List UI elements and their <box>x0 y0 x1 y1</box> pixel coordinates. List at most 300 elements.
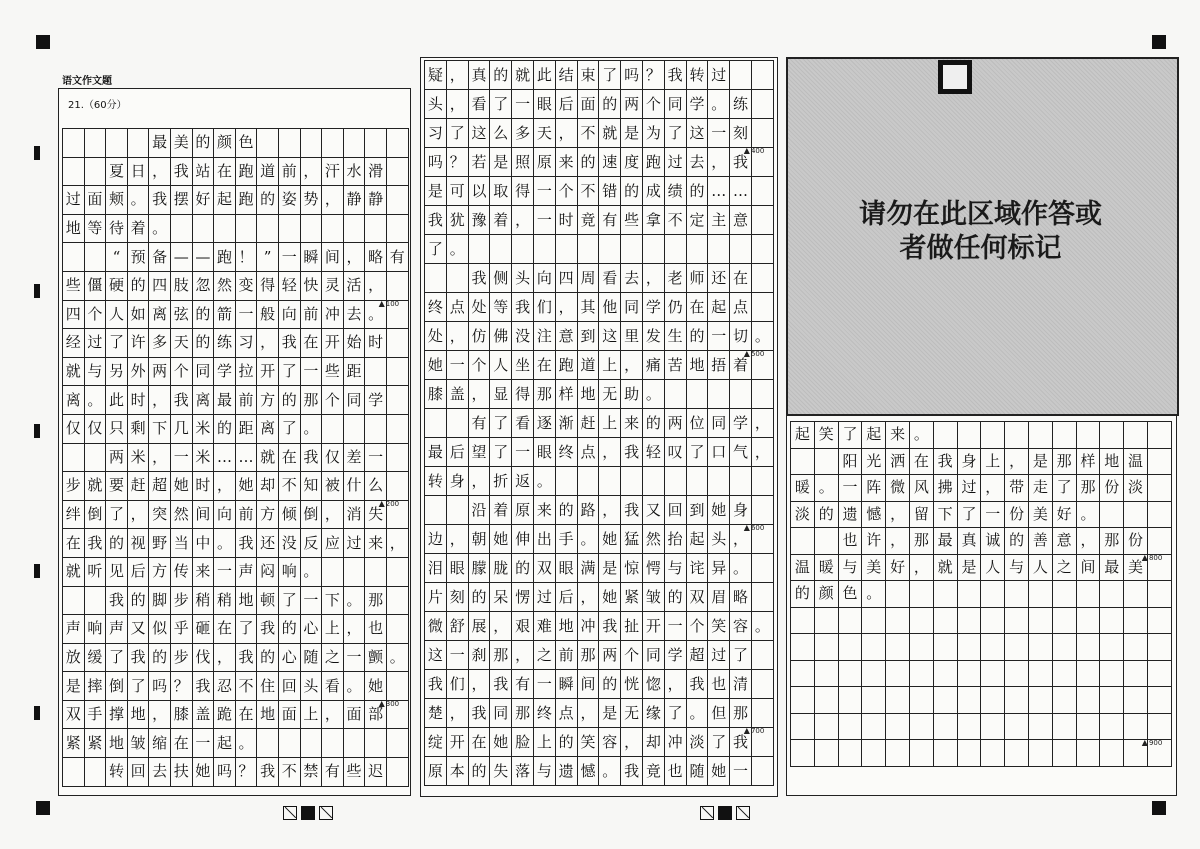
grid-cell[interactable] <box>958 740 982 767</box>
grid-cell[interactable] <box>578 235 600 264</box>
grid-cell[interactable] <box>1053 634 1077 661</box>
grid-cell[interactable]: 如 <box>128 301 150 330</box>
grid-cell[interactable] <box>752 496 774 525</box>
grid-cell[interactable]: ， <box>214 644 236 673</box>
grid-cell[interactable]: 两 <box>665 409 687 438</box>
grid-cell[interactable]: 起 <box>214 186 236 215</box>
grid-cell[interactable]: 学 <box>643 293 665 322</box>
grid-cell[interactable]: 么 <box>365 472 387 501</box>
grid-cell[interactable]: 练 <box>730 90 752 119</box>
grid-cell[interactable]: 冲 <box>322 301 344 330</box>
grid-cell[interactable]: 头 <box>301 672 323 701</box>
grid-cell[interactable]: 天 <box>534 119 556 148</box>
grid-cell[interactable] <box>387 587 409 616</box>
grid-cell[interactable]: 样 <box>556 380 578 409</box>
grid-cell[interactable]: 的 <box>791 581 815 608</box>
grid-cell[interactable]: 僵 <box>85 272 107 301</box>
grid-cell[interactable]: 回 <box>279 672 301 701</box>
grid-cell[interactable]: 的 <box>193 129 215 158</box>
grid-cell[interactable]: 了 <box>665 119 687 148</box>
grid-cell[interactable]: 我 <box>128 644 150 673</box>
grid-cell[interactable]: 没 <box>512 322 534 351</box>
grid-cell[interactable] <box>752 757 774 786</box>
grid-cell[interactable]: 就 <box>63 558 85 587</box>
grid-cell[interactable]: 个 <box>85 301 107 330</box>
grid-cell[interactable]: 是 <box>958 555 982 582</box>
grid-cell[interactable]: 与 <box>85 358 107 387</box>
grid-cell[interactable]: ， <box>578 699 600 728</box>
grid-cell[interactable]: 不 <box>279 472 301 501</box>
grid-cell[interactable]: 似 <box>149 615 171 644</box>
grid-cell[interactable]: 人 <box>106 301 128 330</box>
grid-cell[interactable]: 却 <box>643 728 665 757</box>
grid-cell[interactable] <box>1077 661 1101 688</box>
grid-cell[interactable] <box>1053 661 1077 688</box>
grid-cell[interactable]: 但 <box>708 699 730 728</box>
grid-cell[interactable]: 终 <box>534 699 556 728</box>
grid-cell[interactable]: 面 <box>578 90 600 119</box>
grid-cell[interactable]: 之 <box>322 644 344 673</box>
grid-cell[interactable] <box>934 581 958 608</box>
grid-cell[interactable]: 身 <box>447 467 469 496</box>
grid-cell[interactable]: 顿 <box>257 587 279 616</box>
grid-cell[interactable]: 缘 <box>643 699 665 728</box>
grid-cell[interactable]: 片 <box>425 583 447 612</box>
grid-cell[interactable]: 吗 <box>149 672 171 701</box>
grid-cell[interactable]: 皱 <box>643 583 665 612</box>
grid-cell[interactable]: 拂 <box>934 475 958 502</box>
grid-cell[interactable]: 那 <box>365 587 387 616</box>
grid-cell[interactable] <box>257 729 279 758</box>
grid-cell[interactable] <box>752 90 774 119</box>
grid-cell[interactable]: 她 <box>599 583 621 612</box>
grid-cell[interactable] <box>365 415 387 444</box>
grid-cell[interactable]: 倒 <box>106 672 128 701</box>
grid-cell[interactable]: 是 <box>1029 449 1053 476</box>
grid-cell[interactable]: 是 <box>599 554 621 583</box>
grid-cell[interactable]: 与 <box>1005 555 1029 582</box>
grid-cell[interactable] <box>1148 634 1172 661</box>
grid-cell[interactable] <box>387 729 409 758</box>
grid-cell[interactable]: 摆 <box>171 186 193 215</box>
grid-cell[interactable] <box>839 687 863 714</box>
grid-cell[interactable]: 的 <box>214 415 236 444</box>
grid-cell[interactable]: 得 <box>512 380 534 409</box>
grid-cell[interactable]: 了 <box>490 409 512 438</box>
grid-cell[interactable]: 没 <box>279 529 301 558</box>
grid-cell[interactable] <box>862 740 886 767</box>
grid-cell[interactable] <box>106 129 128 158</box>
grid-cell[interactable]: 看 <box>512 409 534 438</box>
grid-cell[interactable]: — <box>193 243 215 272</box>
grid-cell[interactable]: 无 <box>621 699 643 728</box>
grid-cell[interactable]: 习 <box>425 119 447 148</box>
grid-cell[interactable]: 她 <box>708 496 730 525</box>
grid-cell[interactable]: 在 <box>469 728 491 757</box>
grid-cell[interactable]: 也 <box>839 528 863 555</box>
grid-cell[interactable]: 剩 <box>128 415 150 444</box>
grid-cell[interactable]: 然 <box>171 501 193 530</box>
grid-cell[interactable]: 点 <box>578 438 600 467</box>
grid-cell[interactable]: 吗 <box>214 758 236 787</box>
grid-cell[interactable]: 些 <box>344 758 366 787</box>
grid-cell[interactable]: 终 <box>425 293 447 322</box>
grid-cell[interactable]: 日 <box>128 158 150 187</box>
grid-cell[interactable]: 中 <box>193 529 215 558</box>
grid-cell[interactable]: 绽 <box>425 728 447 757</box>
grid-cell[interactable]: 四 <box>63 301 85 330</box>
grid-cell[interactable] <box>85 158 107 187</box>
grid-cell[interactable]: 我 <box>730 728 752 757</box>
grid-cell[interactable]: 乎 <box>171 615 193 644</box>
grid-cell[interactable]: 一 <box>534 177 556 206</box>
grid-cell[interactable]: ， <box>599 496 621 525</box>
grid-cell[interactable]: 后 <box>556 583 578 612</box>
grid-cell[interactable]: 略 <box>730 583 752 612</box>
grid-cell[interactable]: ， <box>512 641 534 670</box>
grid-cell[interactable]: 仅 <box>322 444 344 473</box>
grid-cell[interactable]: 真 <box>469 61 491 90</box>
grid-cell[interactable]: 佛 <box>490 322 512 351</box>
grid-cell[interactable] <box>934 714 958 741</box>
grid-cell[interactable]: 的 <box>621 177 643 206</box>
grid-cell[interactable]: 人 <box>981 555 1005 582</box>
grid-cell[interactable]: 盖 <box>447 380 469 409</box>
grid-cell[interactable]: 超 <box>687 641 709 670</box>
grid-cell[interactable] <box>886 581 910 608</box>
grid-cell[interactable]: 紧 <box>621 583 643 612</box>
grid-cell[interactable]: 美 <box>171 129 193 158</box>
grid-cell[interactable]: 开 <box>322 329 344 358</box>
grid-cell[interactable] <box>934 608 958 635</box>
grid-cell[interactable]: 了 <box>490 438 512 467</box>
grid-cell[interactable]: 双 <box>687 583 709 612</box>
grid-cell[interactable] <box>1124 608 1148 635</box>
grid-cell[interactable]: 了 <box>128 672 150 701</box>
grid-cell[interactable]: 。 <box>344 587 366 616</box>
grid-cell[interactable]: 地 <box>63 215 85 244</box>
grid-cell[interactable]: 我 <box>665 61 687 90</box>
grid-cell[interactable]: 。 <box>85 386 107 415</box>
grid-cell[interactable]: 眼 <box>556 554 578 583</box>
grid-cell[interactable]: ， <box>322 701 344 730</box>
grid-cell[interactable]: 方 <box>257 386 279 415</box>
grid-cell[interactable] <box>1077 581 1101 608</box>
grid-cell[interactable]: ？ <box>447 148 469 177</box>
grid-cell[interactable] <box>621 467 643 496</box>
grid-cell[interactable]: 那 <box>910 528 934 555</box>
grid-cell[interactable] <box>322 129 344 158</box>
grid-cell[interactable]: 了 <box>236 615 258 644</box>
grid-cell[interactable]: 等 <box>85 215 107 244</box>
grid-cell[interactable]: 了 <box>490 90 512 119</box>
grid-cell[interactable]: 汗 <box>322 158 344 187</box>
grid-cell[interactable]: 天 <box>171 329 193 358</box>
grid-cell[interactable]: 时 <box>193 472 215 501</box>
grid-cell[interactable]: ， <box>886 528 910 555</box>
grid-cell[interactable]: 米 <box>193 444 215 473</box>
grid-cell[interactable]: 笑 <box>578 728 600 757</box>
grid-cell[interactable]: 离 <box>193 386 215 415</box>
grid-cell[interactable] <box>85 587 107 616</box>
grid-cell[interactable]: 么 <box>490 119 512 148</box>
grid-cell[interactable] <box>730 467 752 496</box>
grid-cell[interactable]: 她 <box>599 525 621 554</box>
grid-cell[interactable] <box>752 293 774 322</box>
grid-cell[interactable]: 我 <box>425 206 447 235</box>
grid-cell[interactable]: 豫 <box>469 206 491 235</box>
grid-cell[interactable]: ？ <box>171 672 193 701</box>
grid-cell[interactable]: 满 <box>578 554 600 583</box>
grid-cell[interactable]: 遗 <box>556 757 578 786</box>
grid-cell[interactable]: 硬 <box>106 272 128 301</box>
grid-cell[interactable]: 。 <box>149 215 171 244</box>
grid-cell[interactable] <box>1029 422 1053 449</box>
grid-cell[interactable]: 我 <box>490 670 512 699</box>
grid-cell[interactable] <box>1029 581 1053 608</box>
grid-cell[interactable]: 两 <box>621 90 643 119</box>
grid-cell[interactable]: 般 <box>257 301 279 330</box>
grid-cell[interactable] <box>910 740 934 767</box>
grid-cell[interactable] <box>63 444 85 473</box>
grid-cell[interactable]: 胧 <box>490 554 512 583</box>
grid-cell[interactable]: 显 <box>490 380 512 409</box>
grid-cell[interactable]: 转 <box>106 758 128 787</box>
grid-cell[interactable]: 的 <box>128 272 150 301</box>
grid-cell[interactable]: 了 <box>106 501 128 530</box>
grid-cell[interactable]: 他 <box>599 293 621 322</box>
grid-cell[interactable]: 是 <box>621 119 643 148</box>
grid-cell[interactable]: 憾 <box>578 757 600 786</box>
grid-cell[interactable]: 惊 <box>621 554 643 583</box>
grid-cell[interactable]: 地 <box>257 701 279 730</box>
grid-cell[interactable]: 了 <box>599 61 621 90</box>
grid-cell[interactable] <box>958 661 982 688</box>
grid-cell[interactable]: 的 <box>257 186 279 215</box>
grid-cell[interactable] <box>934 661 958 688</box>
grid-cell[interactable]: 前 <box>236 386 258 415</box>
grid-cell[interactable] <box>815 661 839 688</box>
grid-cell[interactable]: 的 <box>279 615 301 644</box>
grid-cell[interactable]: 又 <box>643 496 665 525</box>
grid-cell[interactable]: 最 <box>934 528 958 555</box>
grid-cell[interactable]: 去 <box>149 758 171 787</box>
grid-cell[interactable]: ， <box>556 293 578 322</box>
grid-cell[interactable] <box>556 235 578 264</box>
grid-cell[interactable]: 两 <box>599 641 621 670</box>
grid-cell[interactable] <box>344 729 366 758</box>
grid-cell[interactable]: 们 <box>447 670 469 699</box>
grid-cell[interactable]: 点 <box>556 699 578 728</box>
grid-cell[interactable]: 恍 <box>621 670 643 699</box>
grid-cell[interactable]: 开 <box>257 358 279 387</box>
grid-cell[interactable]: 路 <box>578 496 600 525</box>
grid-cell[interactable] <box>752 467 774 496</box>
grid-cell[interactable]: 束 <box>578 61 600 90</box>
grid-cell[interactable] <box>469 235 491 264</box>
grid-cell[interactable]: 声 <box>63 615 85 644</box>
grid-cell[interactable]: 她 <box>193 758 215 787</box>
grid-cell[interactable]: 洒 <box>886 449 910 476</box>
grid-cell[interactable]: 就 <box>934 555 958 582</box>
grid-cell[interactable] <box>839 634 863 661</box>
grid-cell[interactable]: ， <box>149 386 171 415</box>
grid-cell[interactable]: 她 <box>365 672 387 701</box>
grid-cell[interactable] <box>1077 687 1101 714</box>
grid-cell[interactable]: 的 <box>599 90 621 119</box>
grid-cell[interactable]: 与 <box>534 757 556 786</box>
grid-cell[interactable]: 轻 <box>279 272 301 301</box>
grid-cell[interactable]: 过 <box>708 61 730 90</box>
grid-cell[interactable] <box>791 661 815 688</box>
grid-cell[interactable]: 微 <box>425 612 447 641</box>
grid-cell[interactable] <box>257 129 279 158</box>
grid-cell[interactable]: 清 <box>730 670 752 699</box>
grid-cell[interactable] <box>862 634 886 661</box>
grid-cell[interactable]: 忽 <box>193 272 215 301</box>
grid-cell[interactable]: 诚 <box>981 528 1005 555</box>
grid-cell[interactable]: 在 <box>910 449 934 476</box>
grid-cell[interactable]: 那 <box>578 641 600 670</box>
grid-cell[interactable]: 上 <box>534 728 556 757</box>
grid-cell[interactable]: 我 <box>621 757 643 786</box>
grid-cell[interactable]: 夏 <box>106 158 128 187</box>
grid-cell[interactable]: 在 <box>730 264 752 293</box>
grid-cell[interactable] <box>279 729 301 758</box>
grid-cell[interactable]: 缩 <box>149 729 171 758</box>
grid-cell[interactable]: — <box>171 243 193 272</box>
grid-cell[interactable]: 地 <box>556 612 578 641</box>
grid-cell[interactable]: 了 <box>839 422 863 449</box>
grid-cell[interactable]: 发 <box>643 322 665 351</box>
grid-cell[interactable]: 一 <box>301 587 323 616</box>
grid-cell[interactable]: 学 <box>687 90 709 119</box>
grid-cell[interactable] <box>815 714 839 741</box>
grid-cell[interactable]: 一 <box>447 351 469 380</box>
grid-cell[interactable]: ， <box>665 670 687 699</box>
grid-cell[interactable] <box>1053 422 1077 449</box>
grid-cell[interactable]: 回 <box>128 758 150 787</box>
grid-cell[interactable]: 起 <box>791 422 815 449</box>
grid-cell[interactable]: 个 <box>556 177 578 206</box>
grid-cell[interactable]: 是 <box>490 148 512 177</box>
grid-cell[interactable]: 的 <box>687 177 709 206</box>
grid-cell[interactable]: 皱 <box>128 729 150 758</box>
grid-cell[interactable]: 起 <box>862 422 886 449</box>
grid-cell[interactable]: 到 <box>687 496 709 525</box>
grid-cell[interactable] <box>1029 634 1053 661</box>
grid-cell[interactable]: 处 <box>425 322 447 351</box>
grid-cell[interactable] <box>387 415 409 444</box>
grid-cell[interactable] <box>981 740 1005 767</box>
grid-cell[interactable]: 一 <box>708 119 730 148</box>
grid-cell[interactable]: 超 <box>149 472 171 501</box>
grid-cell[interactable]: 到 <box>578 322 600 351</box>
grid-cell[interactable]: 道 <box>578 351 600 380</box>
grid-cell[interactable]: 美 <box>1029 502 1053 529</box>
grid-cell[interactable]: 地 <box>128 701 150 730</box>
grid-cell[interactable]: 竟 <box>578 206 600 235</box>
grid-cell[interactable] <box>1124 687 1148 714</box>
grid-cell[interactable]: 是 <box>63 672 85 701</box>
grid-cell[interactable]: ？ <box>236 758 258 787</box>
grid-cell[interactable]: 疑 <box>425 61 447 90</box>
grid-cell[interactable]: 暖 <box>815 555 839 582</box>
grid-cell[interactable]: 听 <box>85 558 107 587</box>
grid-cell[interactable]: 起 <box>214 729 236 758</box>
grid-cell[interactable] <box>862 687 886 714</box>
grid-cell[interactable]: 以 <box>469 177 491 206</box>
grid-cell[interactable]: 过 <box>534 583 556 612</box>
grid-cell[interactable] <box>934 740 958 767</box>
grid-cell[interactable]: 离 <box>63 386 85 415</box>
grid-cell[interactable]: 不 <box>236 672 258 701</box>
grid-cell[interactable]: ， <box>1077 528 1101 555</box>
grid-cell[interactable]: 切 <box>730 322 752 351</box>
grid-cell[interactable]: 失 <box>365 501 387 530</box>
grid-cell[interactable] <box>344 558 366 587</box>
grid-cell[interactable]: 那 <box>301 386 323 415</box>
grid-cell[interactable]: ， <box>301 158 323 187</box>
grid-cell[interactable]: 善 <box>1029 528 1053 555</box>
grid-cell[interactable]: 无 <box>599 380 621 409</box>
grid-cell[interactable]: 然 <box>643 525 665 554</box>
grid-cell[interactable]: 阳 <box>839 449 863 476</box>
grid-cell[interactable] <box>958 687 982 714</box>
grid-cell[interactable] <box>1124 502 1148 529</box>
grid-cell[interactable]: 盖 <box>193 701 215 730</box>
grid-cell[interactable]: ， <box>447 525 469 554</box>
grid-cell[interactable] <box>387 215 409 244</box>
grid-cell[interactable]: 同 <box>643 641 665 670</box>
grid-cell[interactable]: 那 <box>1077 475 1101 502</box>
grid-cell[interactable]: 一 <box>730 757 752 786</box>
grid-cell[interactable]: 终 <box>556 438 578 467</box>
grid-cell[interactable]: ， <box>387 529 409 558</box>
grid-cell[interactable]: 沿 <box>469 496 491 525</box>
grid-cell[interactable]: 那 <box>1053 449 1077 476</box>
grid-cell[interactable]: 我 <box>149 186 171 215</box>
grid-cell[interactable]: 预 <box>128 243 150 272</box>
grid-cell[interactable]: 手 <box>556 525 578 554</box>
grid-cell[interactable]: 愕 <box>643 554 665 583</box>
grid-cell[interactable]: 速 <box>599 148 621 177</box>
grid-cell[interactable] <box>752 583 774 612</box>
grid-cell[interactable]: 朝 <box>469 525 491 554</box>
grid-cell[interactable]: 返 <box>512 467 534 496</box>
grid-cell[interactable] <box>665 467 687 496</box>
grid-cell[interactable] <box>886 687 910 714</box>
grid-cell[interactable]: 微 <box>886 475 910 502</box>
grid-cell[interactable]: 失 <box>490 757 512 786</box>
grid-cell[interactable]: 间 <box>578 670 600 699</box>
grid-cell[interactable]: ， <box>708 148 730 177</box>
grid-cell[interactable] <box>1005 687 1029 714</box>
grid-cell[interactable] <box>839 608 863 635</box>
grid-cell[interactable] <box>839 714 863 741</box>
grid-cell[interactable]: 。 <box>236 729 258 758</box>
grid-cell[interactable] <box>981 608 1005 635</box>
grid-cell[interactable] <box>344 415 366 444</box>
grid-cell[interactable] <box>791 687 815 714</box>
grid-cell[interactable]: 点 <box>730 293 752 322</box>
grid-cell[interactable]: 容 <box>730 612 752 641</box>
grid-cell[interactable]: 过 <box>85 329 107 358</box>
grid-cell[interactable] <box>1148 502 1172 529</box>
grid-cell[interactable]: 个 <box>469 351 491 380</box>
grid-cell[interactable]: 意 <box>730 206 752 235</box>
grid-cell[interactable]: 前 <box>279 158 301 187</box>
